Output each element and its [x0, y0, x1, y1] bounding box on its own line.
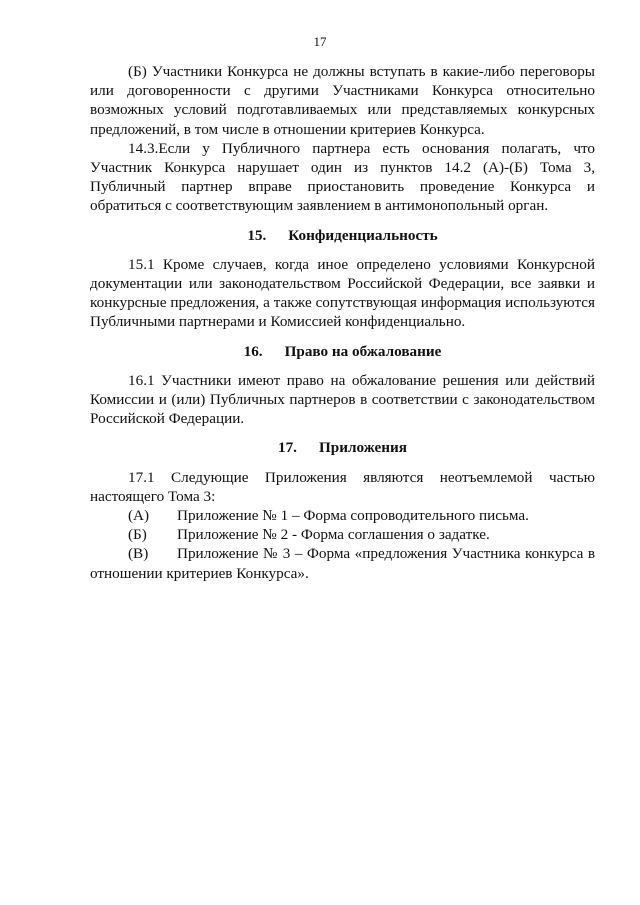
- list-marker: (Б): [128, 526, 147, 544]
- list-item-text: Приложение № 2 - Форма соглашения о задатке.: [177, 526, 490, 544]
- section-number: 16.: [243, 342, 263, 360]
- list-item-text: Приложение № 3 – Форма «предложения Участника конкурса в отношении критериев Конкурса».: [90, 545, 595, 582]
- section-heading-15: [90, 226, 595, 245]
- section-title: Приложения: [318, 439, 407, 457]
- paragraph-14-2-b: (Б) Участники Конкурса не должны вступать в какие-либо переговоры или договоренности с другими Участниками Конкурса относительно возможных условий подготавливаемых или представляемых конкурсных предложений, в том числе в отношении критериев Конкурса.: [90, 63, 595, 138]
- paragraph-16-1: 16.1 Участники имеют право на обжалование решения или действий Комиссии и (или) Публичных партнеров в соответствии с законодательством Российской Федерации.: [90, 371, 595, 428]
- section-number: 15.: [247, 226, 267, 244]
- list-item-text: Приложение № 1 – Форма сопроводительного письма.: [177, 507, 529, 525]
- section-title: Право на обжалование: [284, 342, 442, 360]
- list-item: [90, 525, 595, 544]
- list-item: [90, 544, 595, 582]
- list-item: [90, 506, 595, 525]
- paragraph-15-1: 15.1 Кроме случаев, когда иное определено условиями Конкурсной документации или законодательством Российской Федерации, все заявки и конкурсные предложения, а также сопутствующая информация используются Публичными партнерами и Комиссией конфиденциально.: [90, 255, 595, 331]
- section-title: Конфиденциальность: [288, 226, 438, 244]
- paragraph-14-3: 14.3.Если у Публичного партнера есть основания полагать, что Участник Конкурса нарушает один из пунктов 14.2 (А)-(Б) Тома 3, Публичный партнер вправе приостановить проведение Конкурса и обратиться с соответствующим заявлением в антимонопольный орган.: [90, 139, 595, 215]
- document-body: [90, 62, 595, 583]
- section-heading-16: [90, 342, 595, 361]
- paragraph-17-1: 17.1 Следующие Приложения являются неотъемлемой частью настоящего Тома 3:: [90, 468, 595, 505]
- page-number: 17: [313, 34, 327, 49]
- list-marker: (А): [128, 507, 150, 525]
- list-marker: (В): [128, 545, 149, 563]
- section-number: 17.: [277, 439, 297, 457]
- section-heading-17: [90, 438, 595, 457]
